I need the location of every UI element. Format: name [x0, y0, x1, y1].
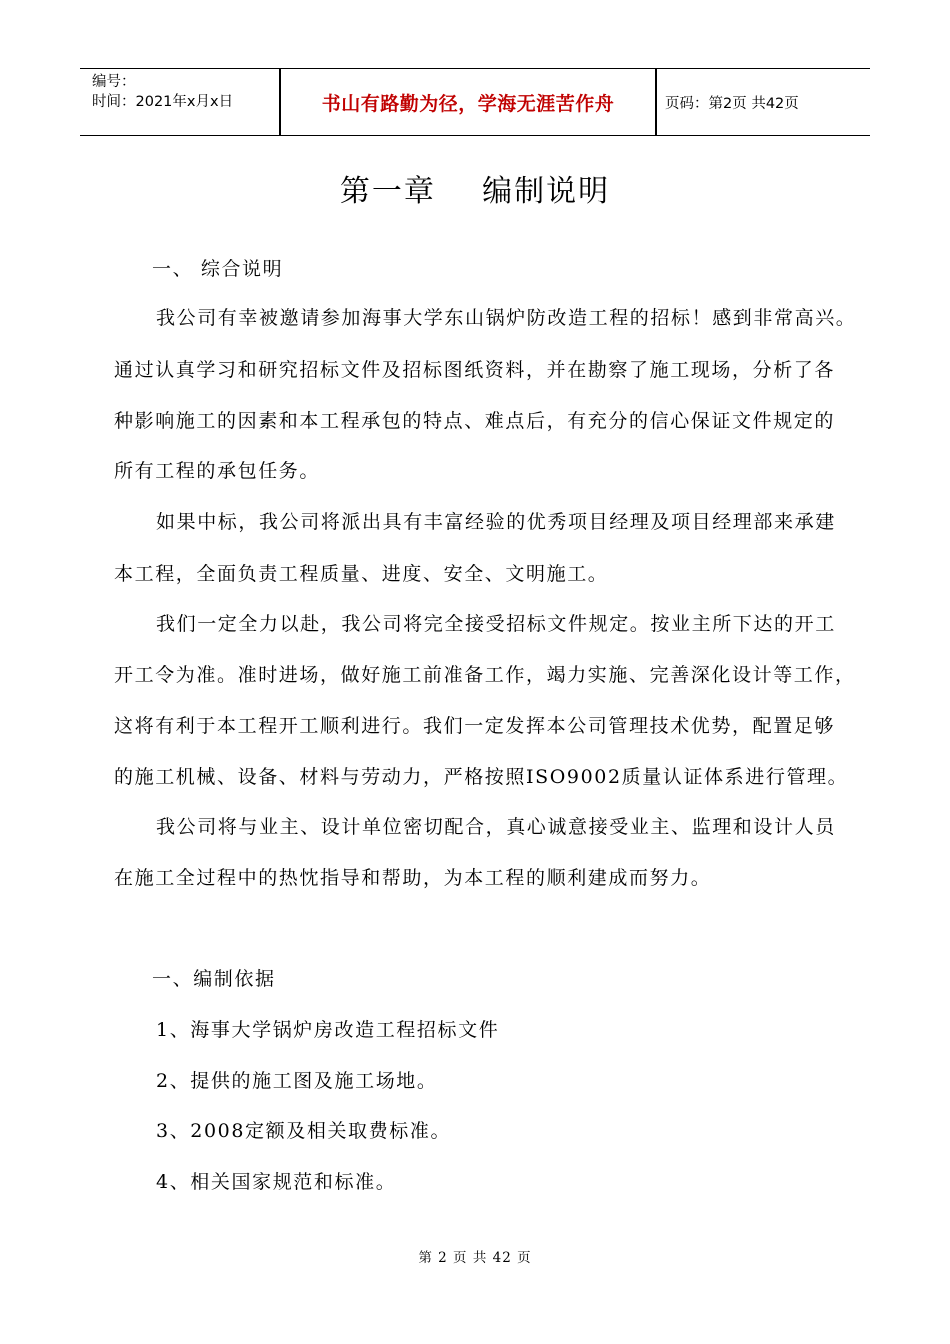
number-label: 编号：: [92, 74, 136, 90]
paragraph-line: 我们一定全力以赴，我公司将完全接受招标文件规定。按业主所下达的开工: [156, 613, 836, 635]
paragraph-line: 开工令为准。准时进场，做好施工前准备工作，竭力实施、完善深化设计等工作，: [114, 664, 856, 686]
paragraph-line: 通过认真学习和研究招标文件及招标图纸资料，并在勘察了施工现场，分析了各: [114, 359, 836, 381]
section-heading-basis: 一、编制依据: [152, 968, 276, 990]
section-heading-overview: 一、 综合说明: [152, 258, 284, 280]
list-item: 4、相关国家规范和标准。: [156, 1171, 397, 1193]
header-motto-cell: [280, 69, 656, 135]
paragraph-line: 我公司有幸被邀请参加海事大学东山锅炉防改造工程的招标！感到非常高兴。: [156, 307, 857, 329]
chapter-title: 第一章 编制说明: [339, 174, 611, 209]
header-page-info: 页码：第2页 共42页: [656, 69, 870, 135]
paragraph-line: 这将有利于本工程开工顺利进行。我们一定发挥本公司管理技术优势，配置足够: [114, 715, 836, 737]
list-item: 3、2008定额及相关取费标准。: [156, 1120, 452, 1142]
paragraph-line: 种影响施工的因素和本工程承包的特点、难点后，有充分的信心保证文件规定的: [114, 410, 836, 432]
time-label: 时间：2021年x月x日: [92, 94, 234, 110]
header-meta: [80, 69, 280, 135]
list-item: 2、提供的施工图及施工场地。: [156, 1070, 438, 1092]
list-item: 1、海事大学锅炉房改造工程招标文件: [156, 1019, 500, 1041]
paragraph-line: 本工程，全面负责工程质量、进度、安全、文明施工。: [114, 563, 609, 585]
paragraph-line: 所有工程的承包任务。: [114, 460, 321, 482]
page-header: [80, 68, 870, 136]
paragraph-line: 我公司将与业主、设计单位密切配合，真心诚意接受业主、监理和设计人员: [156, 816, 836, 838]
paragraph-line: 在施工全过程中的热忱指导和帮助，为本工程的顺利建成而努力。: [114, 867, 712, 889]
paragraph-line: 的施工机械、设备、材料与劳动力，严格按照ISO9002质量认证体系进行管理。: [114, 766, 849, 788]
paragraph-line: 如果中标，我公司将派出具有丰富经验的优秀项目经理及项目经理部来承建: [156, 511, 836, 533]
page-footer: 第 2 页 共 42 页: [418, 1250, 532, 1266]
header-motto: 书山有路勤为径，学海无涯苦作舟: [321, 92, 615, 115]
